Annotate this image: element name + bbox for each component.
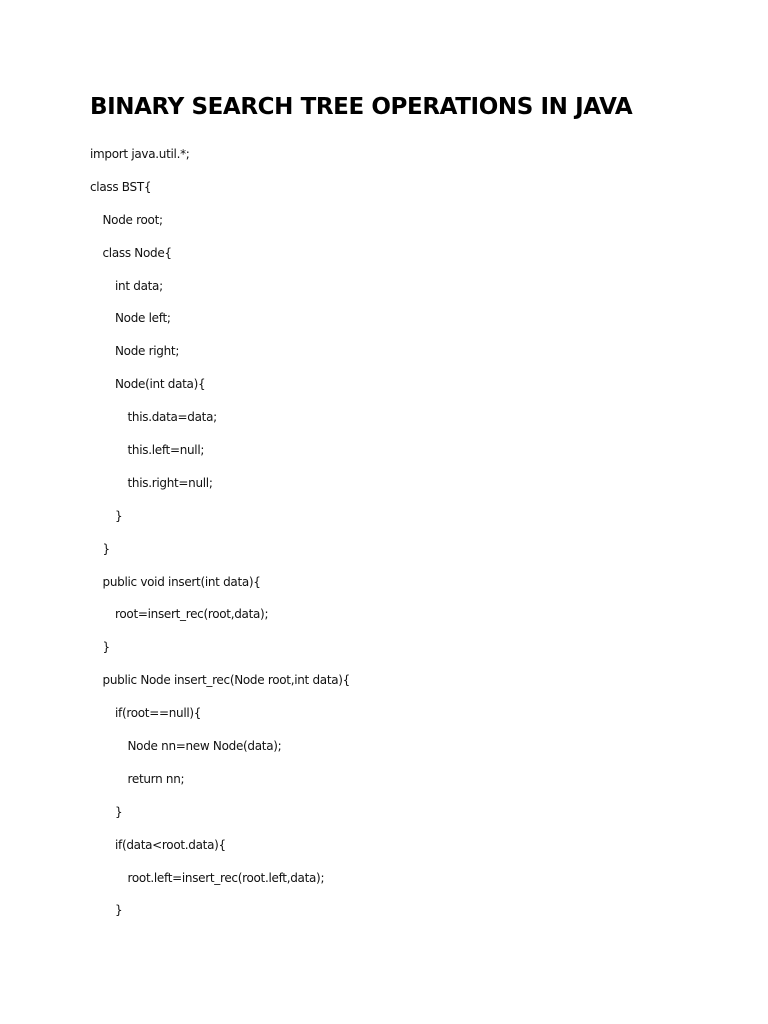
code-line: if(root==null){ — [115, 706, 202, 721]
code-line: } — [102, 541, 110, 556]
code-line: } — [115, 508, 123, 523]
code-line: int data; — [115, 278, 163, 293]
code-line: class BST{ — [90, 179, 152, 194]
code-line: } — [115, 903, 123, 918]
page-title: BINARY SEARCH TREE OPERATIONS IN JAVA — [90, 94, 633, 120]
code-line: Node left; — [115, 311, 171, 326]
code-line: root=insert_rec(root,data); — [115, 607, 269, 622]
code-line: return nn; — [127, 771, 185, 786]
code-line: public Node insert_rec(Node root,int data){ — [102, 673, 351, 688]
code-line: Node(int data){ — [115, 377, 206, 392]
code-line: Node nn=new Node(data); — [127, 739, 282, 754]
code-line: } — [115, 804, 123, 819]
code-line: Node right; — [115, 344, 180, 359]
code-line: } — [102, 640, 110, 655]
code-block — [90, 145, 350, 934]
code-line: if(data<root.data){ — [115, 837, 226, 852]
code-line: Node root; — [102, 212, 163, 227]
code-line: import java.util.*; — [90, 147, 190, 161]
code-line: this.right=null; — [127, 475, 213, 490]
code-line: public void insert(int data){ — [102, 574, 261, 589]
code-line: root.left=insert_rec(root.left,data); — [127, 870, 325, 885]
code-line: this.left=null; — [127, 443, 205, 458]
code-line: class Node{ — [102, 245, 172, 260]
code-line: this.data=data; — [127, 410, 217, 425]
